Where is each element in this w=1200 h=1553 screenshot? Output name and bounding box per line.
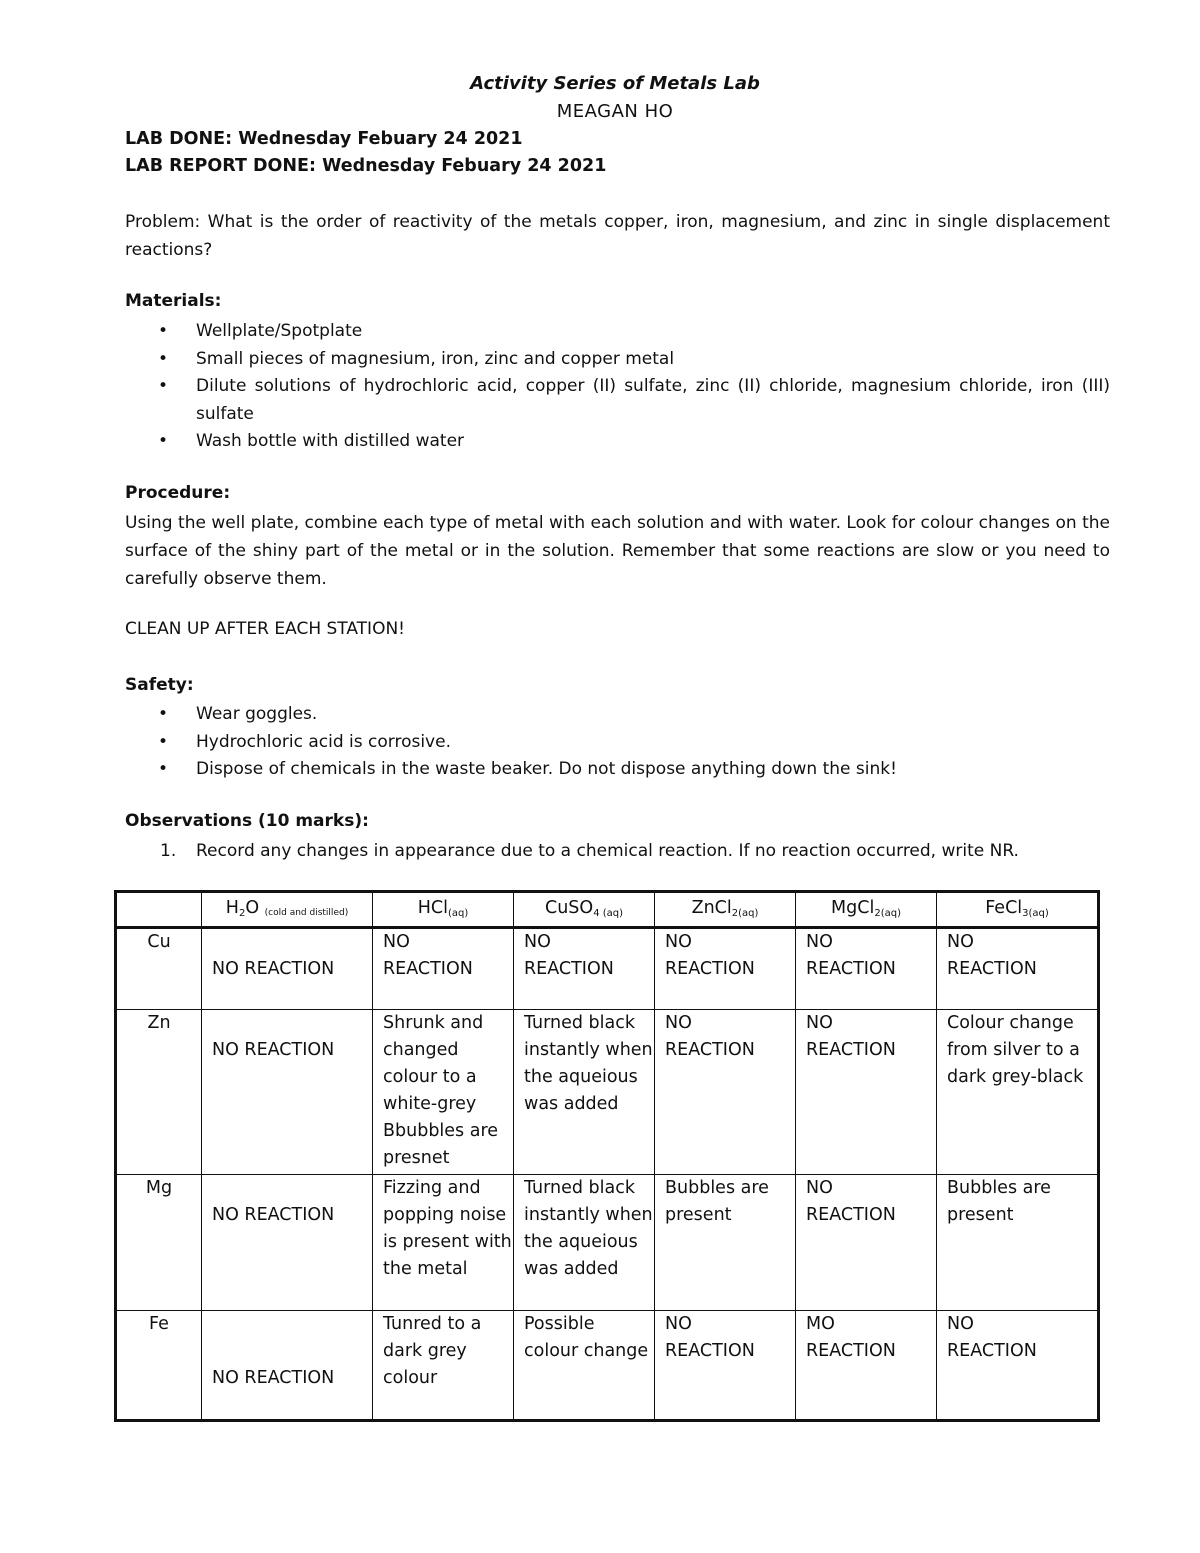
materials-heading: Materials: [125,291,222,311]
table-cell: NO REACTION [655,1311,796,1421]
lab-done-date: LAB DONE: Wednesday Febuary 24 2021 [125,129,523,149]
column-header-fecl3: FeCl3(aq) [937,892,1099,928]
table-cell: MO REACTION [796,1311,937,1421]
table-cell: NO REACTION [796,1175,937,1311]
table-cell: Colour change from silver to a dark grey-black [937,1010,1099,1175]
metal-label: Cu [116,928,202,1010]
table-cell: Tunred to a dark grey colour [373,1311,514,1421]
table-cell: NO REACTION [937,928,1099,1010]
column-header-hcl: HCl(aq) [373,892,514,928]
table-cell: Bubbles are present [937,1175,1099,1311]
table-cell: Possible colour change [514,1311,655,1421]
safety-item: • Dispose of chemicals in the waste beaker. Do not dispose anything down the sink! [125,756,1110,784]
table-cell: Fizzing and popping noise is present with the metal [373,1175,514,1311]
table-cell: NO REACTION [796,928,937,1010]
observations-heading: Observations (10 marks): [125,811,369,831]
materials-item: • Small pieces of magnesium, iron, zinc and copper metal [125,346,1110,374]
table-cell: NO REACTION [202,1311,373,1421]
materials-list [125,318,1110,456]
table-header-row [116,892,1099,928]
report-done-date: LAB REPORT DONE: Wednesday Febuary 24 2021 [125,156,607,176]
observations-table [114,890,1100,1422]
corner-cell [116,892,202,928]
column-header-cuso4: CuSO4 (aq) [514,892,655,928]
safety-list [125,701,1110,784]
instruction-number: 1. [160,841,177,861]
instruction-text: Record any changes in appearance due to a chemical reaction. If no reaction occurred, write NR. [196,841,1019,861]
table-cell: Turned black instantly when the aqueious was added [514,1010,655,1175]
table-cell: NO REACTION [655,1010,796,1175]
report-title: Activity Series of Metals Lab [470,73,760,94]
column-header-mgcl2: MgCl2(aq) [796,892,937,928]
table-cell: NO REACTION [796,1010,937,1175]
safety-item: • Hydrochloric acid is corrosive. [125,729,1110,757]
table-cell: NO REACTION [514,928,655,1010]
author-name: MEAGAN HO [556,101,674,122]
table-cell: NO REACTION [655,928,796,1010]
column-header-zncl2: ZnCl2(aq) [655,892,796,928]
materials-item: • Dilute solutions of hydrochloric acid, copper (II) sulfate, zinc (II) chloride, magnesium chloride, iron (III) sulfate [125,373,1110,428]
cleanup-note: CLEAN UP AFTER EACH STATION! [125,619,405,639]
observations-instructions [125,838,1110,865]
table-row [116,1010,1099,1175]
table-cell: NO REACTION [202,928,373,1010]
table-row [116,1175,1099,1311]
safety-heading: Safety: [125,675,194,695]
table-cell: NO REACTION [202,1175,373,1311]
table-cell: Shrunk and changed colour to a white-grey Bbubbles are presnet [373,1010,514,1175]
instruction-item [125,838,1110,865]
problem-statement: Problem: What is the order of reactivity of the metals copper, iron, magnesium, and zinc in single displacement reactions? [125,212,1110,260]
column-header-water: H2O (cold and distilled) [202,892,373,928]
table-cell: NO REACTION [202,1010,373,1175]
safety-item: • Wear goggles. [125,701,1110,729]
table-row [116,1311,1099,1421]
procedure-heading: Procedure: [125,483,231,503]
materials-item: • Wash bottle with distilled water [125,428,1110,456]
metal-label: Mg [116,1175,202,1311]
table-cell: Turned black instantly when the aqueious was added [514,1175,655,1311]
table-cell: NO REACTION [937,1311,1099,1421]
table-row [116,928,1099,1010]
materials-item: • Wellplate/Spotplate [125,318,1110,346]
table-cell: Bubbles are present [655,1175,796,1311]
metal-label: Zn [116,1010,202,1175]
table-cell: NO REACTION [373,928,514,1010]
procedure-text: Using the well plate, combine each type of metal with each solution and with water. Look for colour changes on the surface of the shiny part of the metal or in the solution. Remember that some reactions are slow or you need to carefully observe them. [125,513,1110,589]
metal-label: Fe [116,1311,202,1421]
